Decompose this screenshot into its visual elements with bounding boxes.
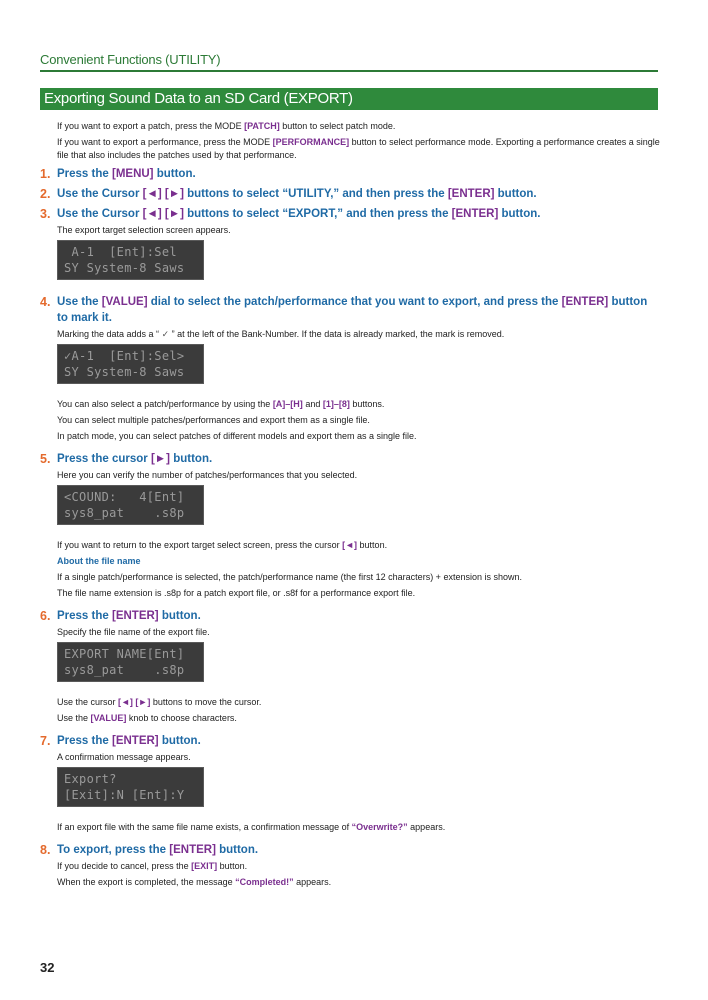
step-7: 7. Press the [ENTER] button. (40, 734, 201, 748)
lcd-line-2: [Exit]:N [Ent]:Y (64, 788, 185, 802)
step-6-description: Specify the file name of the export file. (57, 627, 210, 637)
step-6-cursor: Use the cursor [◄] [►] buttons to move the cursor. (57, 697, 262, 707)
main-content (40, 120, 660, 892)
lcd-line-2: sys8_pat .s8p (64, 663, 185, 677)
lcd-line-1: A-1 [Ent]:Sel (64, 245, 177, 259)
step-6: 6. Press the [ENTER] button. (40, 609, 201, 623)
intro-paragraph-performance: If you want to export a performance, press the MODE [PERFORMANCE] button to select performance mode. Exporting a performance creates a single file that also includes the patches used by that performance. (57, 137, 660, 160)
step-8-cancel: If you decide to cancel, press the [EXIT] button. (57, 861, 248, 871)
step-6-value: Use the [VALUE] knob to choose characters. (57, 713, 237, 723)
about-file-name-heading: About the file name (57, 556, 141, 566)
step-1: 1. Press the [MENU] button. (40, 167, 196, 181)
step-5: 5. Press the cursor [►] button. (40, 452, 213, 466)
step-3-description: The export target selection screen appears. (57, 225, 231, 235)
check-mark-icon: ✓ (161, 329, 170, 339)
file-name-rule: If a single patch/performance is selected, the patch/performance name (the first 12 characters) + extension is shown. (57, 572, 522, 582)
step-7-description: A confirmation message appears. (57, 752, 191, 762)
lcd-export-target-screen (57, 240, 204, 280)
intro-paragraph-patch: If you want to export a patch, press the MODE [PATCH] button to select patch mode. (57, 121, 396, 131)
step-4-description: Marking the data adds a “ ✓ ” at the left of the Bank-Number. If the data is already marked, the mark is removed. (57, 329, 505, 339)
section-title-bar (40, 88, 658, 110)
step-8: 8. To export, press the [ENTER] button. (40, 843, 259, 857)
chapter-title: Convenient Functions (UTILITY) (40, 52, 221, 67)
lcd-line-2: SY System-8 Saws (64, 365, 185, 379)
lcd-export-name-screen (57, 642, 204, 682)
step-4-models: In patch mode, you can select patches of different models and export them as a single file. (57, 431, 417, 441)
step-7-overwrite: If an export file with the same file name exists, a confirmation message of “Overwrite?” appears. (57, 822, 446, 832)
lcd-line-1: <COUND: 4[Ent] (64, 490, 185, 504)
page-header (40, 52, 658, 72)
lcd-line-1: EXPORT NAME[Ent] (64, 647, 185, 661)
step-4-select-buttons: You can also select a patch/performance by using the [A]–[H] and [1]–[8] buttons. (57, 399, 385, 409)
step-5-return: If you want to return to the export target select screen, press the cursor [◄] button. (57, 540, 388, 550)
lcd-line-1: ✓A-1 [Ent]:Sel> (64, 349, 185, 363)
step-8-completed: When the export is completed, the message “Completed!” appears. (57, 877, 332, 887)
step-4: 4. Use the [VALUE] dial to select the patch/performance that you want to export, and press the [ENTER] button to mark it. (40, 295, 648, 324)
header-rule (40, 70, 658, 72)
step-5-description: Here you can verify the number of patches/performances that you selected. (57, 470, 358, 480)
lcd-line-1: Export? (64, 772, 117, 786)
step-2: 2. Use the Cursor [◄] [►] buttons to select “UTILITY,” and then press the [ENTER] button. (40, 187, 537, 201)
lcd-line-2: sys8_pat .s8p (64, 506, 185, 520)
step-4-multi-select: You can select multiple patches/performances and export them as a single file. (57, 415, 370, 425)
step-3: 3. Use the Cursor [◄] [►] buttons to select “EXPORT,” and then press the [ENTER] button. (40, 207, 541, 221)
page-number: 32 (40, 960, 55, 975)
lcd-count-screen (57, 485, 204, 525)
lcd-marked-screen (57, 344, 204, 384)
section-title: Exporting Sound Data to an SD Card (EXPORT) (44, 90, 353, 107)
lcd-confirm-screen (57, 767, 204, 807)
file-name-extension: The file name extension is .s8p for a patch export file, or .s8f for a performance export file. (57, 588, 416, 598)
lcd-line-2: SY System-8 Saws (64, 261, 185, 275)
